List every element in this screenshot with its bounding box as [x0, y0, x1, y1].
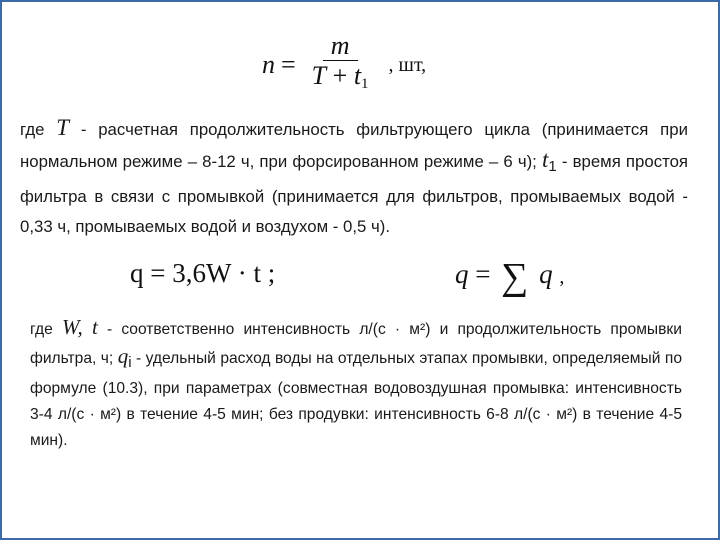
p1-symbol-t1-sub: 1: [548, 158, 557, 175]
paragraph-definitions-1: [20, 113, 688, 242]
formula-n-unit: , шт,: [388, 53, 427, 76]
formula-q-sum: [455, 255, 564, 299]
formula-n-den-sub: 1: [361, 75, 369, 92]
formula-n-numerator: m: [323, 32, 358, 61]
formula-n-den-T: T: [311, 60, 327, 90]
formula-n-fraction: [308, 32, 373, 99]
p2-text-W-t: - соответственно интенсивность л/(с · м²) и продолжительность промывки фильтра, ч;: [30, 321, 682, 367]
p1-where: где: [20, 120, 45, 139]
p2-symbol-q: q: [117, 344, 129, 368]
formula-q2-tail: ,: [559, 266, 565, 288]
p1-symbol-T: T: [56, 115, 70, 140]
p1-text-t1: - время простоя фильтра в связи с промывкой (принимается для фильтров, промываемых водой - 0,33 ч, промываемых водой и воздухом - 0,5 ч).: [20, 152, 688, 236]
formula-q-intensity: q = 3,6W · t ;: [130, 258, 276, 288]
formula-q2-lhs: q: [455, 259, 469, 289]
p1-symbol-t1: t: [542, 147, 549, 172]
formula-n-den-plus: +: [332, 60, 348, 90]
sum-symbol: ∑: [501, 256, 529, 298]
formula-n-lhs: n: [262, 50, 275, 79]
paragraph-definitions-2: [30, 314, 682, 454]
formula-q2-equals: =: [475, 259, 491, 289]
p2-where: где: [30, 321, 53, 338]
p2-symbol-t: t: [91, 315, 98, 339]
formula-n-denominator: [308, 61, 373, 99]
p2-comma: ,: [77, 315, 83, 339]
p1-text-T: - расчетная продолжительность фильтрующего цикла (принимается при нормальном режиме – 8-12 ч, при форсированном режиме – 6 ч);: [20, 120, 688, 171]
formula-filter-count: [262, 30, 426, 100]
p2-symbol-q-sub: i: [128, 354, 132, 371]
formula-n-den-t: t: [353, 60, 362, 90]
formula-q2-term: q: [539, 259, 553, 289]
p2-symbol-W: W: [61, 315, 78, 339]
p2-text-q: - удельный расход воды на отдельных этапах промывки, определяемый по формуле (10.3), при параметрах (совместная водовоздушная промывка: интенсивность 3-4 л/(с · м²) в течение 4-5 мин; без продувки: интенсивность 6-8 л/(с · м²) в течение 4-5 мин).: [30, 350, 682, 449]
formula-n-equals: =: [281, 50, 296, 79]
